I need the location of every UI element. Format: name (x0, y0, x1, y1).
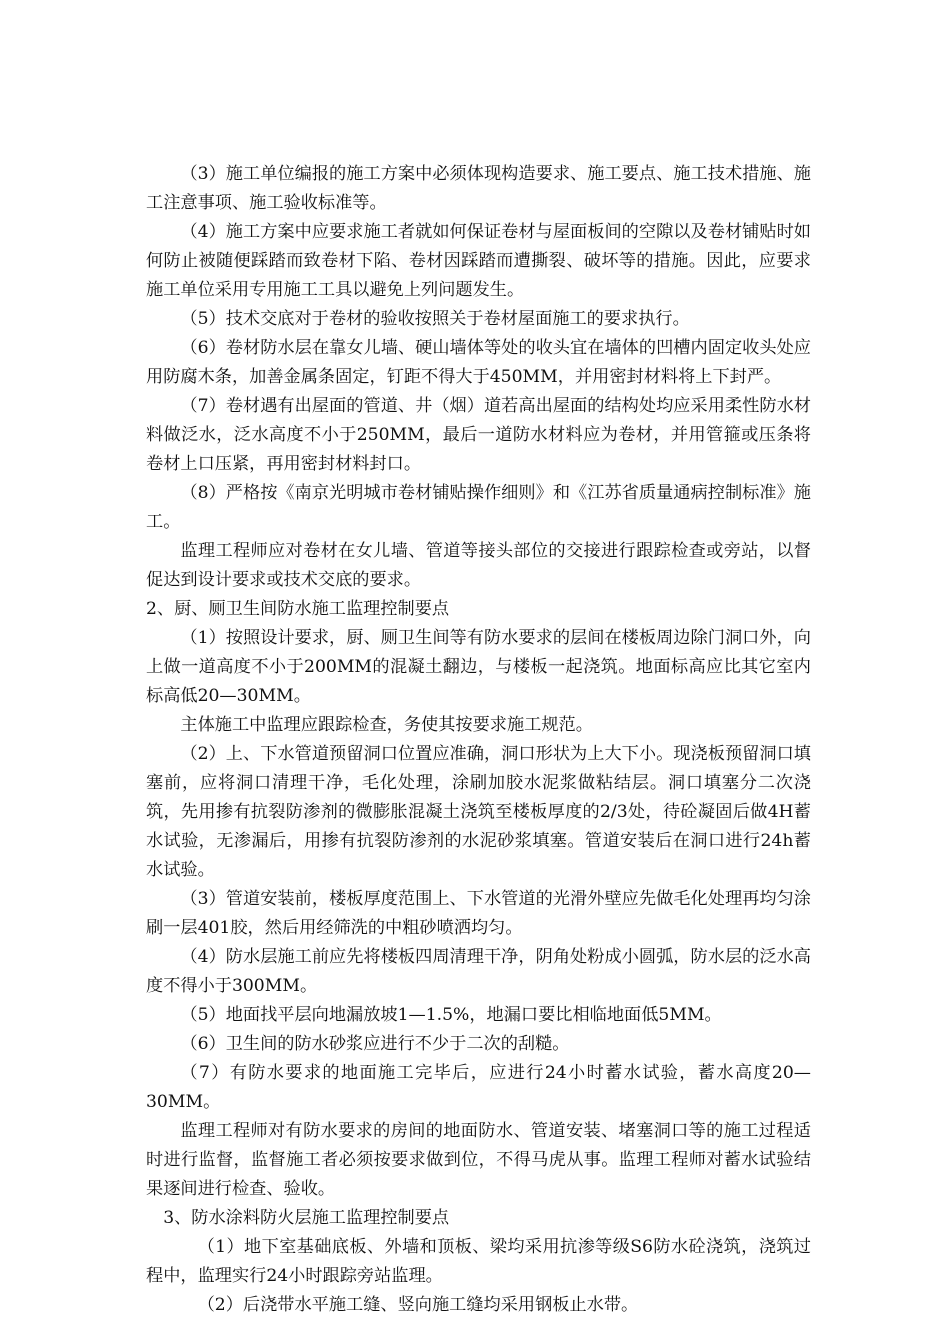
paragraph-item-5: （5）技术交底对于卷材的验收按照关于卷材屋面施工的要求执行。 (180, 309, 690, 329)
section-heading-2: 2、厨、厕卫生间防水施工监理控制要点 (146, 599, 450, 619)
paragraph-s2-item-2: （2）上、下水管道预留洞口位置应准确，洞口形状为上大下小。现浇板预留洞口填塞前，应将洞口清理干净，毛化处理，涂刷加胶水泥浆做粘结层。洞口填塞分二次浇筑，先用掺有抗裂防渗剂的微膨胀混凝土浇筑至楼板厚度的2/3处，待砼凝固后做4H蓄水试验，无渗漏后，用掺有抗裂防渗剂的水泥砂浆填塞。管道安装后在洞口进行24h蓄水试验。 (146, 744, 811, 880)
document-body (146, 160, 811, 1320)
paragraph-s2-item-5: （5）地面找平层向地漏放坡1—1.5%，地漏口要比相临地面低5MM。 (180, 1005, 722, 1025)
paragraph-item-6: （6）卷材防水层在靠女儿墙、硬山墙体等处的收头宜在墙体的凹槽内固定收头处应用防腐木条，加善金属条固定，钉距不得大于450MM，并用密封材料将上下封严。 (146, 338, 811, 387)
paragraph-s2-item-7: （7）有防水要求的地面施工完毕后，应进行24小时蓄水试验，蓄水高度20—30MM。 (146, 1063, 811, 1112)
paragraph-s2-item-4: （4）防水层施工前应先将楼板四周清理干净，阴角处粉成小圆弧，防水层的泛水高度不得小于300MM。 (146, 947, 811, 996)
paragraph-item-8: （8）严格按《南京光明城市卷材铺贴操作细则》和《江苏省质量通病控制标准》施工。 (146, 483, 811, 532)
paragraph-item-4: （4）施工方案中应要求施工者就如何保证卷材与屋面板间的空隙以及卷材铺贴时如何防止被随便踩踏而致卷材下陷、卷材因踩踏而遭撕裂、破坏等的措施。因此，应要求施工单位采用专用施工工具以避免上列问题发生。 (146, 222, 811, 300)
paragraph-s2-note: 主体施工中监理应跟踪检查，务使其按要求施工规范。 (180, 715, 593, 735)
paragraph-supervisor-note-1: 监理工程师应对卷材在女儿墙、管道等接头部位的交接进行跟踪检查或旁站，以督促达到设计要求或技术交底的要求。 (146, 541, 811, 590)
paragraph-s3-item-1: （1）地下室基础底板、外墙和顶板、梁均采用抗渗等级S6防水砼浇筑，浇筑过程中，监理实行24小时跟踪旁站监理。 (146, 1237, 811, 1286)
section-heading-3: 3、防水涂料防火层施工监理控制要点 (163, 1208, 450, 1228)
paragraph-s2-item-3: （3）管道安装前，楼板厚度范围上、下水管道的光滑外壁应先做毛化处理再均匀涂刷一层401胶，然后用经筛洗的中粗砂喷洒均匀。 (146, 889, 811, 938)
paragraph-s2-item-6: （6）卫生间的防水砂浆应进行不少于二次的刮糙。 (180, 1034, 570, 1054)
paragraph-item-7: （7）卷材遇有出屋面的管道、井（烟）道若高出屋面的结构处均应采用柔性防水材料做泛水，泛水高度不小于250MM，最后一道防水材料应为卷材，并用管箍或压条将卷材上口压紧，再用密封材料封口。 (146, 396, 811, 474)
paragraph-s2-item-1: （1）按照设计要求，厨、厕卫生间等有防水要求的层间在楼板周边除门洞口外，向上做一道高度不小于200MM的混凝土翻边，与楼板一起浇筑。地面标高应比其它室内标高低20—30MM。 (146, 628, 811, 706)
paragraph-item-3: （3）施工单位编报的施工方案中必须体现构造要求、施工要点、施工技术措施、施工注意事项、施工验收标准等。 (146, 164, 811, 213)
paragraph-supervisor-note-2: 监理工程师对有防水要求的房间的地面防水、管道安装、堵塞洞口等的施工过程适时进行监督，监督施工者必须按要求做到位，不得马虎从事。监理工程师对蓄水试验结果逐间进行检查、验收。 (146, 1121, 811, 1199)
paragraph-s3-item-2: （2）后浇带水平施工缝、竖向施工缝均采用钢板止水带。 (197, 1295, 639, 1315)
